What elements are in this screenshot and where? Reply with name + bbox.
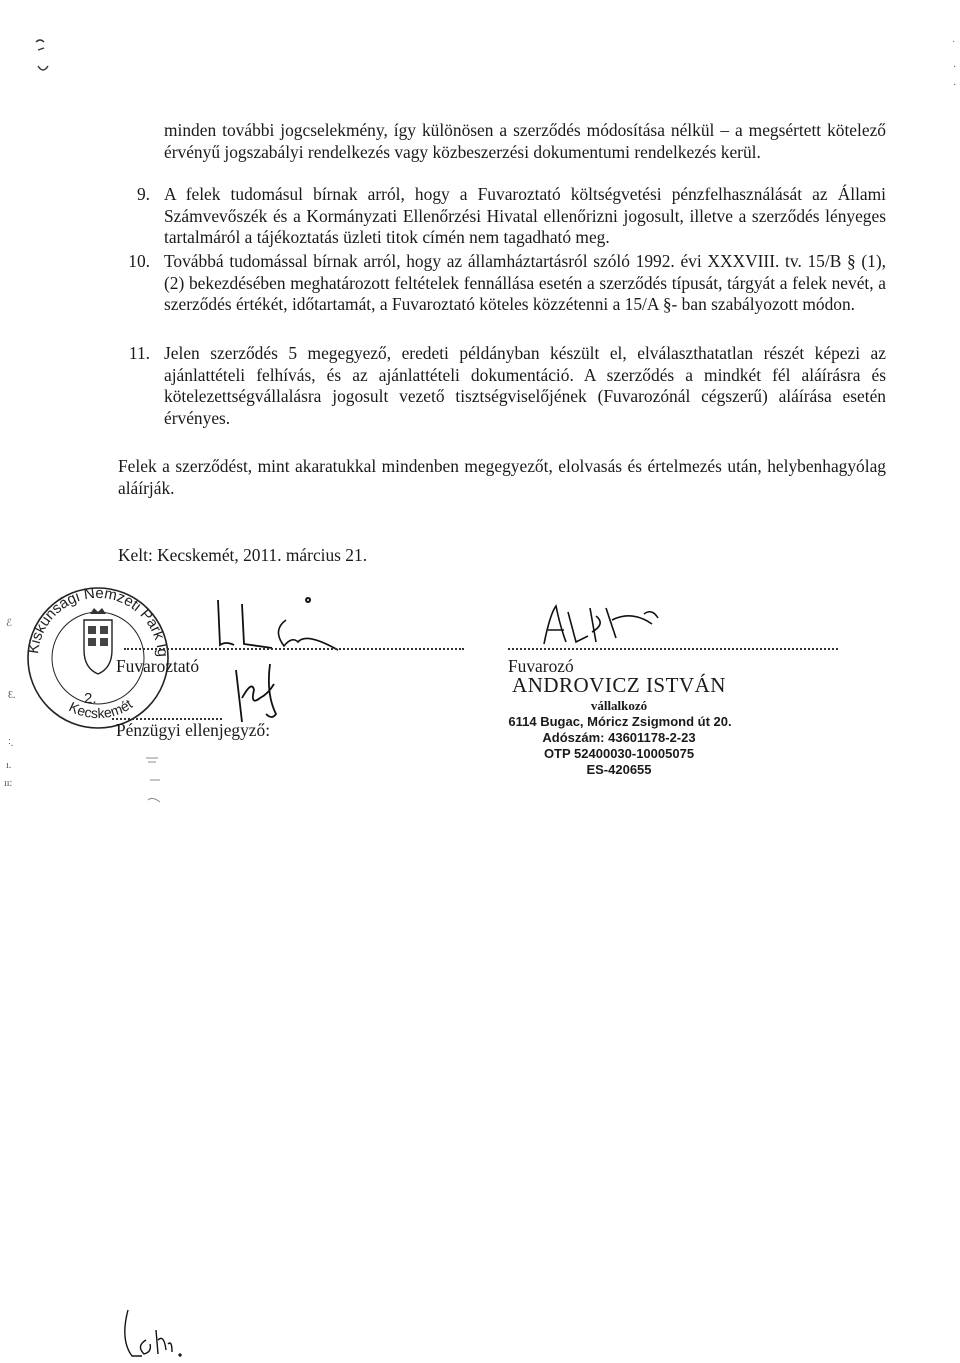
finance-countersign-label: Pénzügyi ellenjegyző: <box>116 720 271 740</box>
signature-line-right <box>508 648 838 650</box>
intro-paragraph: minden további jogcselekmény, így különösen a szerződés módosítása nélkül – a megsértett kötelező érvényű jogszabályi rendelkezés vagy közbeszerzési dokumentumi rendelkezés kerül. <box>164 120 886 162</box>
signature-line-finance <box>112 718 222 720</box>
document-page: ˙ · · ℰ Ɛ. ˸. ı. ıı: minden további jogcselekmény, így különösen a szerződés módosítása nélkül – a megsértett kötelező érvényű jogszabályi rendelkezés vagy közbeszerzési dokumentumi rendelkezés kerül. 9. A felek tudomásul bírnak arról, hogy a Fuvaroztató költségvetési pénzfelhasználását az Állami Számvevőszék és a Kormányzati Ellenőrzési Hivatal ellenőrizni jogosult, illetve a szerződés lényeges tartalmáról a tájékoztatás üzleti titok címén nem tagadható meg. 10. Továbbá tudomással bírnak arról, hogy az államháztartásról szóló 1992. évi XXXVIII. tv. 15/B § (1), (2) bekezdésében meghatározott feltételek fennállása esetén a szerződés típusát, tárgyát a felek nevét, a szerződés értékét, időtartamát, a Fuvaroztató köteles közzétenni a 15/A §- ban szabályozott módon. 11. Jelen szerződés 5 megegyező, eredeti példányban készült el, elválaszthatatlan részét képezi az ajánlattételi felhívás, és az ajánlattételi dokumentáció. A szerződés a mindkét fél aláírásra és kötelezettségvállalásra jogosult vezető tisztségviselőjének (Fuvarozónál cégszerű) aláírása esetén érvényes. Felek a szerződést, mint akaratukkal mindenben megegyezőt, elolvasás és értelmezés után, helybenhagyólag aláírják. Kelt: Kecskemét, 2011. március 21. Kiskunsági Nemzeti Park Igazgatóság Kecskemét 2. Fuvaroztató Pénzügyi ellenjegyző: Fuvarozó ANDROVICZ ISTVÁN vállalkozó 6114 Bugac, Móricz Zsigmond út 20. Adószám: 43601178-2-23 OTP 52400030-10005075 ES-420655 <box>0 0 960 1363</box>
clause-11-text: Jelen szerződés 5 megegyező, eredeti példányban készült el, elválaszthatatlan részét képezi az ajánlattételi felhívás, és az ajánlattételi dokumentáció. A szerződés a mindkét fél aláírásra és kötelezettségvállalásra jogosult vezető tisztségviselőjének (Fuvarozónál cégszerű) aláírása esetén érvényes. <box>164 343 886 428</box>
clause-number-11: 11. <box>128 343 150 363</box>
stamp-bank-account: OTP 52400030-10005075 <box>543 746 695 761</box>
clause-9-text: A felek tudomásul bírnak arról, hogy a Fuvaroztató költségvetési pénzfelhasználását az Állami Számvevőszék és a Kormányzati Ellenőrzési Hivatal ellenőrizni jogosult, illetve a szerződés lényeges tartalmáról a tájékoztatás üzleti titok címén nem tagadható meg. <box>164 184 886 247</box>
corner-scribble-icon <box>34 28 64 78</box>
stamp-tax-number: Adószám: 43601178-2-23 <box>542 730 696 745</box>
stamp-title: vállalkozó <box>590 698 648 713</box>
stamp-top-text: Kiskunsági Nemzeti Park Igazgatóság <box>13 565 172 658</box>
stamp-address: 6114 Bugac, Móricz Zsigmond út 20. <box>508 714 732 729</box>
left-role-label: Fuvaroztató <box>116 656 200 676</box>
signature-fuvarozo-icon <box>534 602 694 652</box>
clause-10-text: Továbbá tudomással bírnak arról, hogy az államháztartásról szóló 1992. évi XXXVIII. tv. 15/B § (1), (2) bekezdésében meghatározott feltételek fennállása esetén a szerződés típusát, tárgyát a felek nevét, a szerződés értékét, időtartamát, a Fuvaroztató köteles közzétenni a 15/A §- ban szabályozott módon. <box>164 251 886 314</box>
clause-number-10: 10. <box>128 251 150 271</box>
closing-paragraph: Felek a szerződést, mint akaratukkal mindenben megegyezőt, elolvasás és értelmezés után, helybenhagyólag aláírják. <box>118 456 886 498</box>
stamp-number: 2. <box>84 690 97 707</box>
stamp-bottom-text: Kecskemét <box>66 695 136 722</box>
signature-line-left <box>124 648 464 650</box>
faint-marks-icon <box>142 752 182 812</box>
initials-signature-icon <box>112 1300 192 1360</box>
clause-number-9: 9. <box>136 184 150 204</box>
right-role-label: Fuvarozó <box>508 656 574 676</box>
date-place: Kelt: Kecskemét, 2011. március 21. <box>118 545 368 565</box>
stamp-company-name: ANDROVICZ ISTVÁN <box>512 673 726 697</box>
stamp-registration: ES-420655 <box>586 762 652 777</box>
